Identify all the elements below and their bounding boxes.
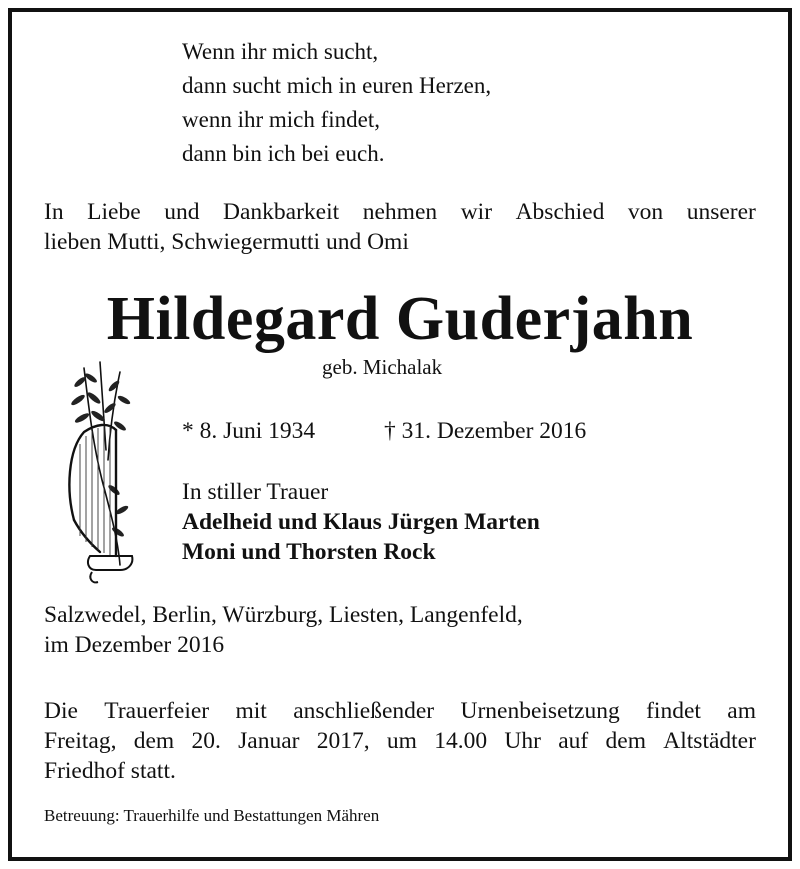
verse-line-4: dann bin ich bei euch.	[182, 141, 385, 166]
deceased-name: Hildegard Guderjahn	[106, 285, 694, 353]
intro-line-1: In Liebe und Dankbarkeit nehmen wir Abschied von unserer	[44, 199, 756, 225]
verse-line-2: dann sucht mich in euren Herzen,	[182, 73, 492, 98]
funeral-line-2: Freitag, dem 20. Januar 2017, um 14.00 Uhr auf dem Altstädter	[44, 728, 756, 754]
birth-name: geb. Michalak	[322, 355, 443, 379]
birth-date: * 8. Juni 1934	[182, 418, 316, 444]
verse-line-3: wenn ihr mich findet,	[182, 107, 381, 132]
mourners-intro: In stiller Trauer	[182, 479, 329, 505]
funeral-home-credit: Betreuung: Trauerhilfe und Bestattungen Mähren	[44, 806, 380, 825]
mourner-names-2: Moni und Thorsten Rock	[182, 539, 436, 565]
verse-line-1: Wenn ihr mich sucht,	[182, 39, 379, 64]
place-line-1: Salzwedel, Berlin, Würzburg, Liesten, Langenfeld,	[44, 602, 523, 628]
funeral-line-3: Friedhof statt.	[44, 758, 176, 784]
harp-with-olive-branch-icon	[62, 360, 140, 586]
mourner-names-1: Adelheid und Klaus Jürgen Marten	[182, 509, 540, 535]
place-line-2: im Dezember 2016	[44, 632, 225, 658]
funeral-line-1: Die Trauerfeier mit anschließender Urnenbeisetzung findet am	[44, 698, 756, 724]
death-date: † 31. Dezember 2016	[384, 418, 587, 444]
intro-line-2: lieben Mutti, Schwiegermutti und Omi	[44, 229, 409, 255]
